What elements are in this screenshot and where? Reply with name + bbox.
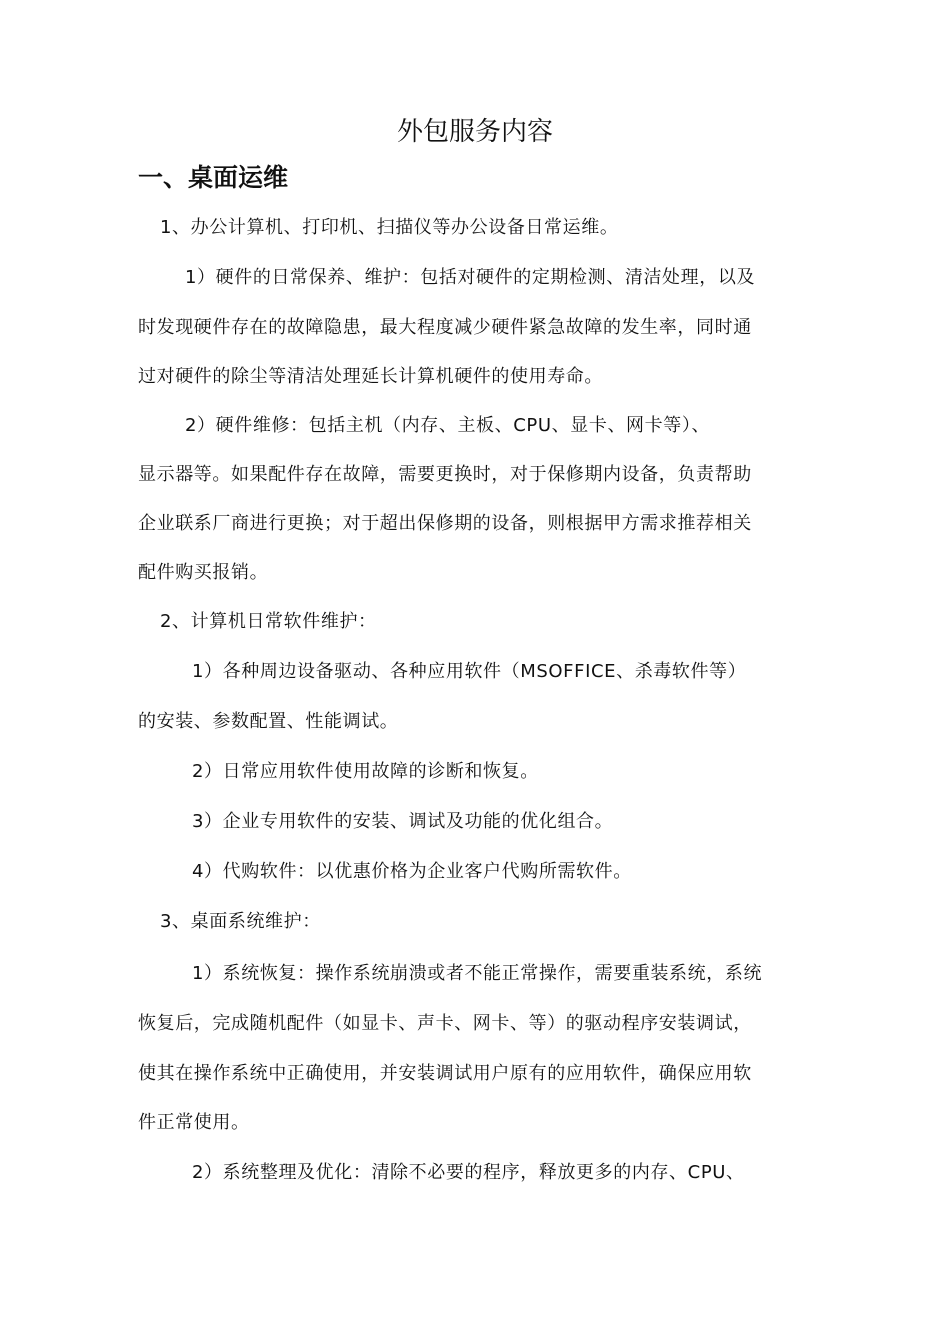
paragraph-line: 1、办公计算机、打印机、扫描仪等办公设备日常运维。 <box>160 217 619 238</box>
paragraph-line: 1）各种周边设备驱动、各种应用软件（MSOFFICE、杀毒软件等） <box>192 661 747 682</box>
paragraph-line: 恢复后，完成随机配件（如显卡、声卡、网卡、等）的驱动程序安装调试， <box>138 1013 752 1034</box>
paragraph-line: 1）系统恢复：操作系统崩溃或者不能正常操作，需要重装系统，系统 <box>192 963 763 984</box>
paragraph-line: 2、计算机日常软件维护： <box>160 611 377 632</box>
paragraph-line: 过对硬件的除尘等清洁处理延长计算机硬件的使用寿命。 <box>138 366 603 387</box>
paragraph-line: 时发现硬件存在的故障隐患，最大程度减少硬件紧急故障的发生率，同时通 <box>138 317 752 338</box>
paragraph-line: 企业联系厂商进行更换；对于超出保修期的设备，则根据甲方需求推荐相关 <box>138 513 752 534</box>
paragraph-line: 4）代购软件：以优惠价格为企业客户代购所需软件。 <box>192 861 632 882</box>
paragraph-line: 配件购买报销。 <box>138 562 269 583</box>
paragraph-line: 使其在操作系统中正确使用，并安装调试用户原有的应用软件，确保应用软 <box>138 1063 752 1084</box>
paragraph-line: 3、桌面系统维护： <box>160 911 321 932</box>
section-heading: 一、桌面运维 <box>138 163 289 192</box>
paragraph-line: 件正常使用。 <box>138 1112 250 1133</box>
paragraph-line: 显示器等。如果配件存在故障，需要更换时，对于保修期内设备，负责帮助 <box>138 464 752 485</box>
paragraph-line: 2）日常应用软件使用故障的诊断和恢复。 <box>192 761 539 782</box>
paragraph-line: 1）硬件的日常保养、维护：包括对硬件的定期检测、清洁处理，以及 <box>185 267 756 288</box>
document-title: 外包服务内容 <box>396 117 553 147</box>
paragraph-line: 3）企业专用软件的安装、调试及功能的优化组合。 <box>192 811 614 832</box>
paragraph-line: 2）硬件维修：包括主机（内存、主板、CPU、显卡、网卡等）、 <box>185 415 711 436</box>
paragraph-line: 2）系统整理及优化：清除不必要的程序，释放更多的内存、CPU、 <box>192 1162 745 1183</box>
paragraph-line: 的安装、参数配置、性能调试。 <box>138 711 399 732</box>
